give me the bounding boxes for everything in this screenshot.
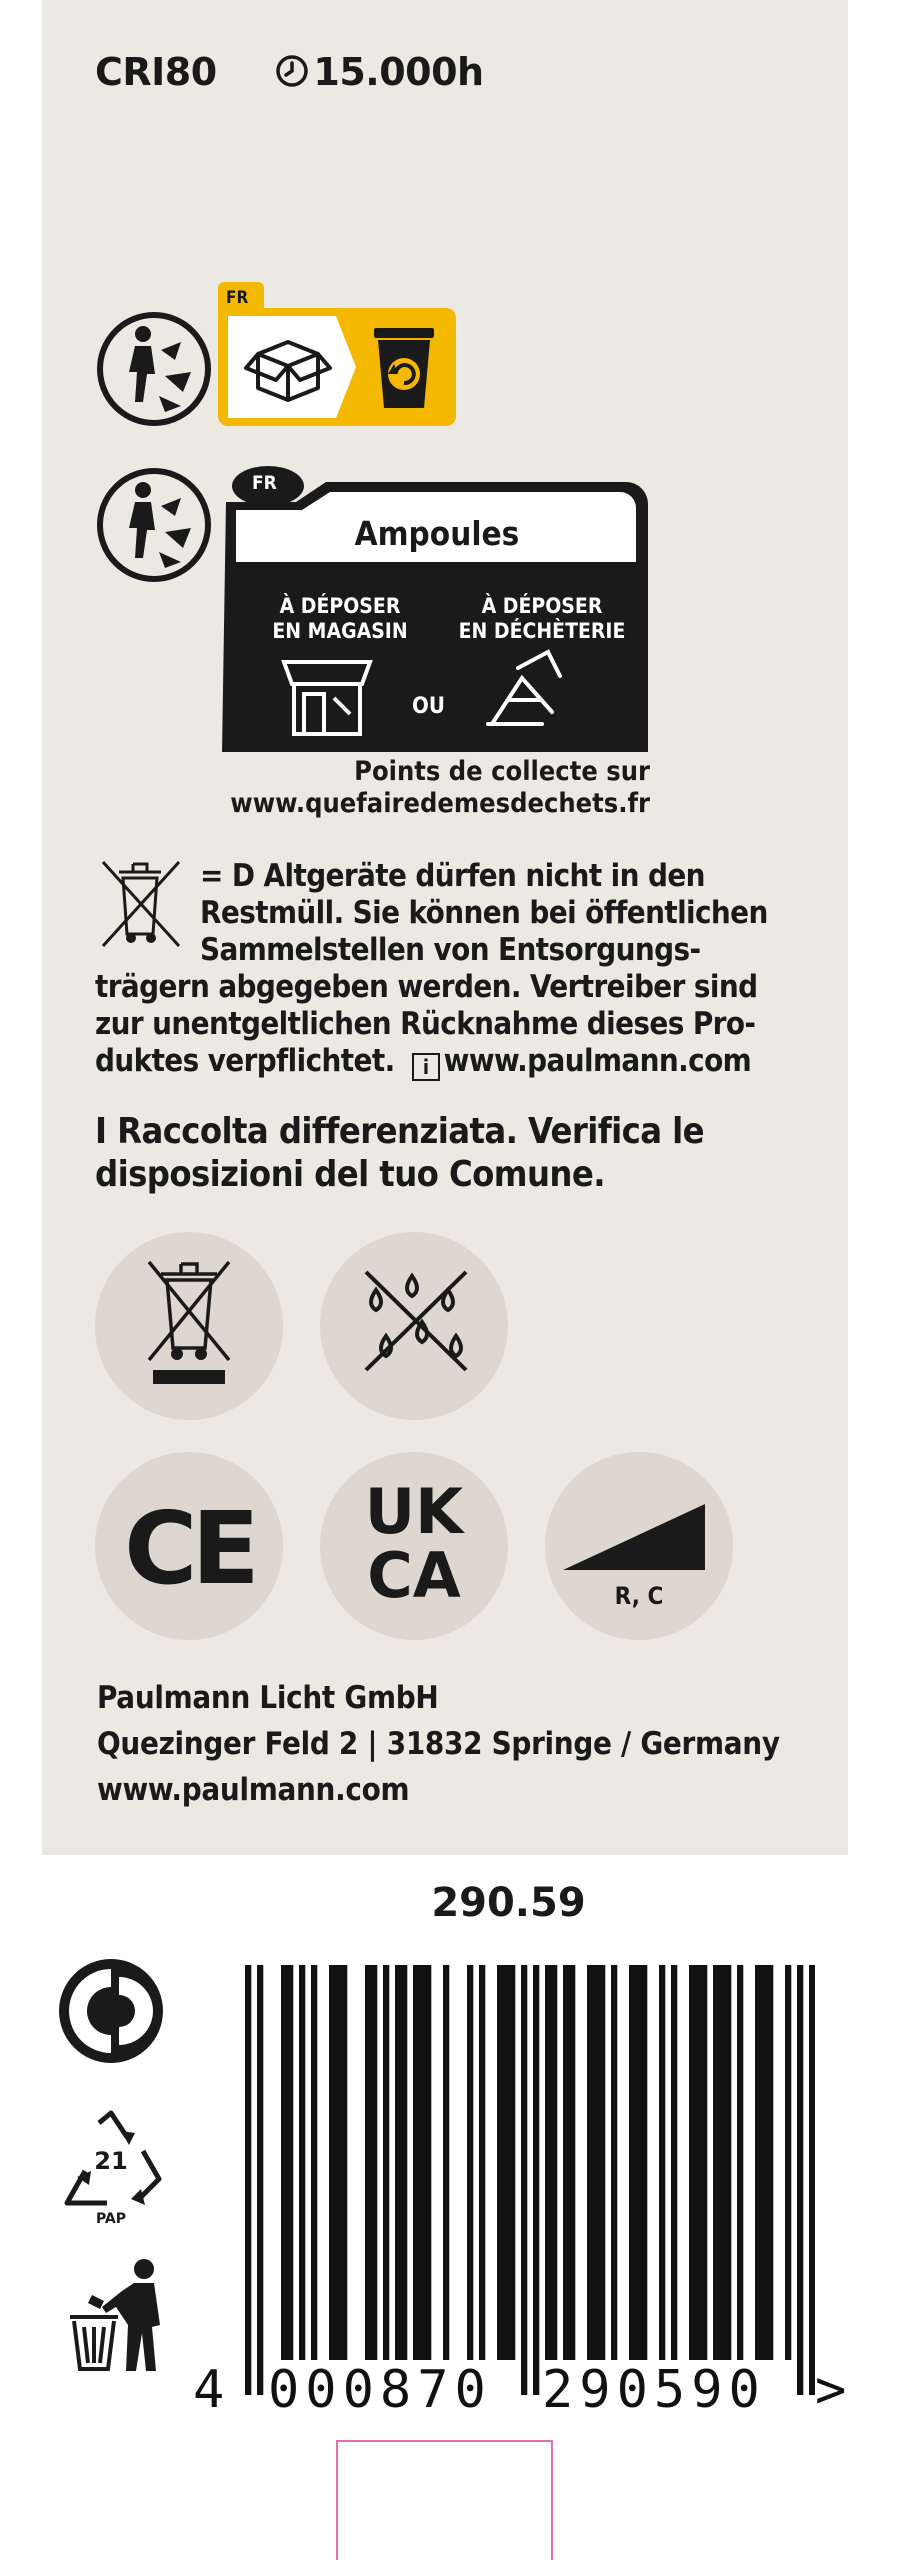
weee-symbol-circle <box>95 1232 283 1420</box>
barcode-bar <box>641 1965 647 2360</box>
article-number: 290.59 <box>431 1880 586 1926</box>
barcode-bar <box>689 1965 695 2360</box>
barcode-bar <box>569 1965 575 2360</box>
barcode-guard-bar <box>809 1965 815 2395</box>
barcode-bar <box>383 1965 389 2360</box>
barcode-bar <box>545 1965 551 2360</box>
company-address <box>97 1675 780 1813</box>
barcode-guard-bar <box>533 1965 539 2395</box>
tidyman-icon <box>62 2255 170 2373</box>
info-icon: i <box>412 1053 440 1081</box>
barcode-bar <box>695 1965 701 2360</box>
barcode-bar <box>719 1965 725 2360</box>
no-moisture-circle <box>320 1232 508 1420</box>
company-name: Paulmann Licht GmbH <box>97 1680 439 1716</box>
barcode-bar <box>725 1965 731 2360</box>
beam-angle-circle <box>545 1452 733 1640</box>
barcode-right-digits: 290590 <box>542 2360 766 2420</box>
barcode-bar <box>767 1965 773 2360</box>
barcode-left-digits: 000870 <box>268 2360 492 2420</box>
fr-tag: FR <box>226 288 249 308</box>
barcode-bar <box>299 1965 305 2360</box>
deposit-store-label: À DÉPOSER EN MAGASIN <box>272 594 408 643</box>
barcode-bar <box>659 1965 665 2360</box>
barcode-guard-bar <box>521 1965 527 2395</box>
barcode-bar <box>287 1965 293 2360</box>
barcode-guard-bar <box>797 1965 803 2395</box>
barcode-bar <box>425 1965 431 2360</box>
ce-mark: CE <box>124 1490 254 1607</box>
triangle-icon <box>545 1452 733 1640</box>
barcode-bar <box>335 1965 341 2360</box>
barcode-end-mark: > <box>815 2360 847 2420</box>
barcode-bar <box>479 1965 485 2360</box>
barcode-bar <box>365 1965 371 2360</box>
company-street: Quezinger Feld 2 | 31832 Springe / Germany <box>97 1726 780 1762</box>
barcode-bar <box>443 1965 449 2360</box>
rc-label: R, C <box>614 1582 664 1610</box>
triman-icon <box>95 310 213 428</box>
barcode-bar <box>503 1965 509 2360</box>
ce-mark-circle <box>95 1452 283 1640</box>
barcode-bar <box>467 1965 473 2360</box>
ampoules-info-block <box>222 462 652 752</box>
barcode-bar <box>593 1965 599 2360</box>
barcode-bar <box>587 1965 593 2360</box>
barcode-bar <box>761 1965 767 2360</box>
barcode-bar <box>755 1965 761 2360</box>
barcode-bar <box>311 1965 317 2360</box>
german-disposal-notice: = D Altgeräte dürfen nicht in den Restmüll. Sie können bei öffentlichen Sammelstellen von Entsorgungs- trägern abgegeben werden. Vertreiber sind zur unentgeltlichen Rücknahme dieses Pro- duktes verpflichtet. i www.paulmann.com <box>95 858 768 1079</box>
barcode-bar <box>629 1965 635 2360</box>
triman-icon-2 <box>95 466 213 584</box>
ean-barcode <box>245 1965 815 2395</box>
fr-badge: FR <box>252 472 277 494</box>
ampoules-title: Ampoules <box>354 514 520 553</box>
company-url: www.paulmann.com <box>97 1772 410 1808</box>
recycle-number: 21 <box>94 2147 128 2175</box>
barcode-bar <box>341 1965 347 2360</box>
barcode-first-digit: 4 <box>193 2360 225 2420</box>
green-dot-icon <box>55 1955 167 2067</box>
weee-bar-icon <box>95 1232 283 1420</box>
deposit-dump-label: À DÉPOSER EN DÉCHÈTERIE <box>458 594 626 643</box>
barcode-bar <box>701 1965 707 2360</box>
barcode-bar <box>785 1965 791 2360</box>
cri-value: CRI80 <box>95 50 217 94</box>
spec-line <box>95 50 484 94</box>
no-water-drops-icon <box>320 1232 508 1420</box>
collection-points-text: Points de collecte sur www.quefairedemesdechets.fr <box>230 756 650 819</box>
barcode-bar <box>611 1965 617 2360</box>
ukca-mark: UK CA <box>364 1475 464 1612</box>
paulmann-url: www.paulmann.com <box>443 1043 752 1079</box>
barcode-bar <box>497 1965 503 2360</box>
barcode-bar <box>671 1965 677 2360</box>
recycle-material: PAP <box>95 2211 127 2227</box>
barcode-guard-bar <box>257 1965 263 2395</box>
barcode-bar <box>395 1965 401 2360</box>
barcode-bar <box>329 1965 335 2360</box>
recycling-bin-icon <box>374 328 434 408</box>
barcode-bar <box>635 1965 641 2360</box>
barcode-bar <box>281 1965 287 2360</box>
barcode-bar <box>551 1965 557 2360</box>
barcode-bar <box>737 1965 743 2360</box>
barcode-guard-bar <box>245 1965 251 2395</box>
barcode-bar <box>509 1965 515 2360</box>
info-tri-label <box>218 282 456 427</box>
clock-icon <box>275 54 309 88</box>
barcode-bar <box>713 1965 719 2360</box>
die-cut-mark <box>336 2440 553 2560</box>
or-label: OU <box>412 694 445 719</box>
barcode-bar <box>413 1965 419 2360</box>
barcode-bar <box>599 1965 605 2360</box>
barcode-bar <box>563 1965 569 2360</box>
lifetime-value: 15.000h <box>313 50 484 94</box>
barcode-bar <box>419 1965 425 2360</box>
barcode-bar <box>371 1965 377 2360</box>
recycling-code <box>55 2105 167 2235</box>
ukca-mark-circle <box>320 1452 508 1640</box>
italian-disposal-notice: I Raccolta differenziata. Verifica le disposizioni del tuo Comune. <box>95 1111 705 1195</box>
barcode-bar <box>401 1965 407 2360</box>
